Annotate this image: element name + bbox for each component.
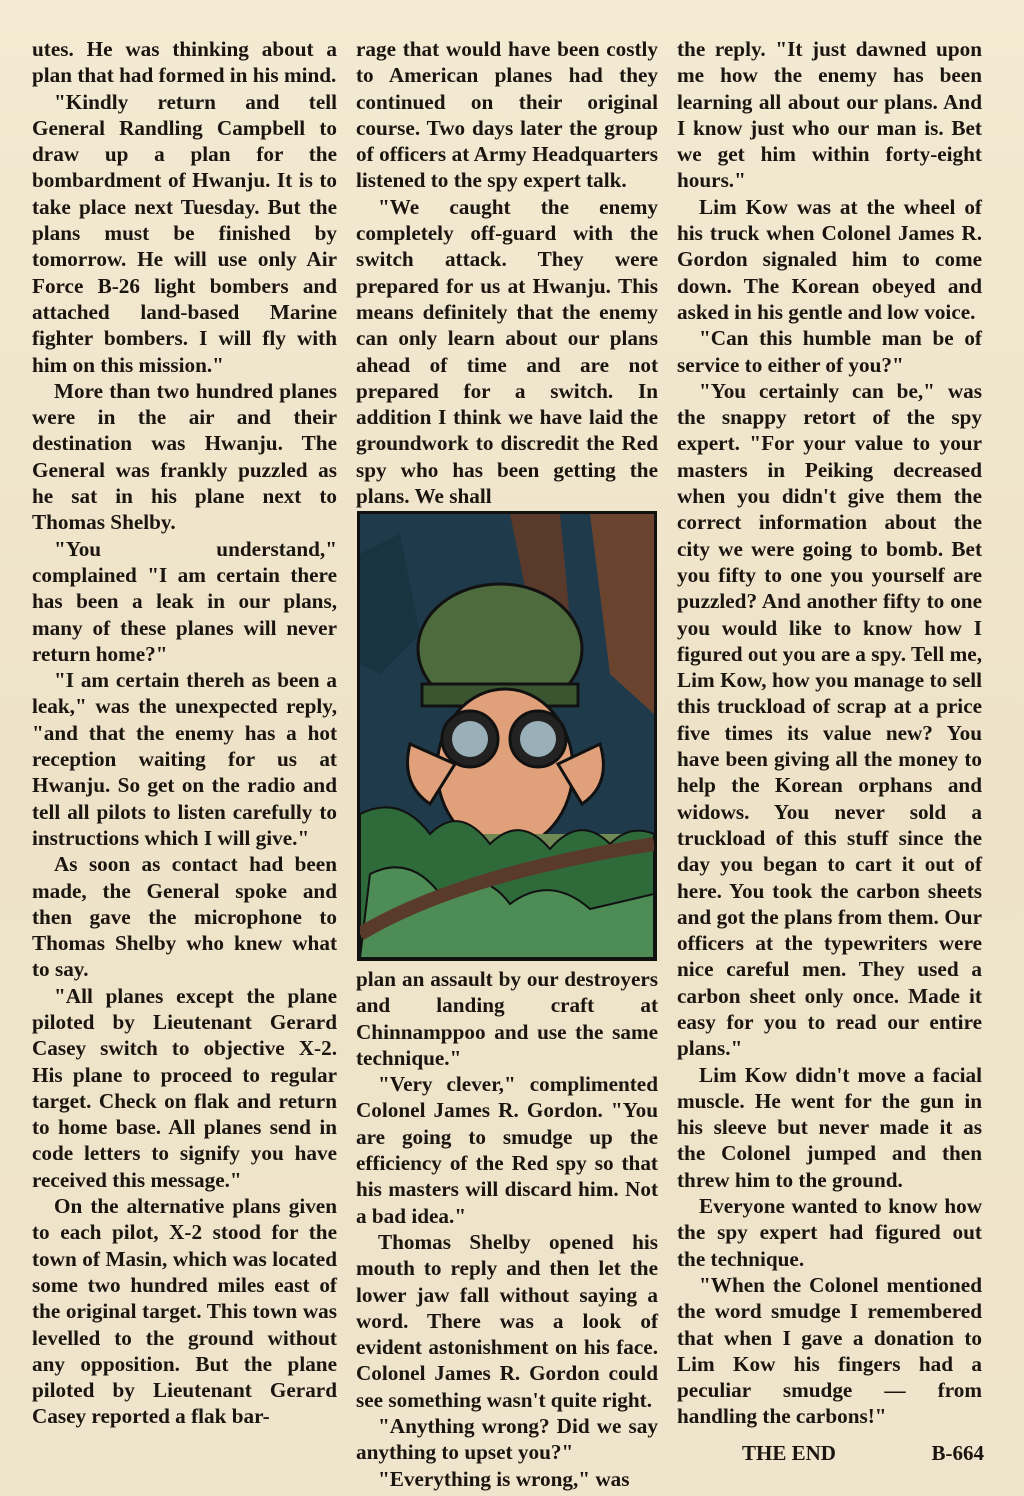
text-column-left — [32, 36, 337, 1430]
soldier-binoculars-illustration — [357, 511, 657, 961]
paragraph: As soon as contact had been made, the General spoke and then gave the microphone to Thomas Shelby who knew what to say. — [32, 852, 337, 982]
text-column-right — [677, 36, 982, 1430]
paragraph: "Very clever," complimented Colonel James R. Gordon. "You are going to smudge up the efficiency of the Red spy so that his masters will discard him. Not a bad idea." — [356, 1072, 658, 1228]
soldier-binoculars-art — [360, 514, 654, 958]
text-column-middle-top — [356, 36, 658, 509]
paragraph: "Kindly return and tell General Randling Campbell to draw up a plan for the bombardment of Hwanju. It is to take place next Tuesday. But the plans must be finished by tomorrow. He will use only Air Force B-26 light bombers and attached land-based Marine fighter bombers. I will fly with him on this mission." — [32, 89, 337, 377]
paragraph: the reply. "It just dawned upon me how the enemy has been learning all about our plans. And I know just who our man is. Bet we get him within forty-eight hours." — [677, 37, 982, 193]
paragraph: "I am certain thereh as been a leak," was the unexpected reply, "and that the enemy has a hot reception waiting for us at Hwanju. So get on the radio and tell all pilots to listen carefully to instructions which I will give." — [32, 668, 337, 850]
paragraph: "All planes except the plane piloted by Lieutenant Gerard Casey switch to objective X-2. His plane to proceed to regular target. Check on flak and return to home base. All planes send in code letters to signify you have received this message." — [32, 983, 337, 1192]
paragraph: utes. He was thinking about a plan that had formed in his mind. — [32, 37, 337, 88]
paragraph: "When the Colonel mentioned the word smudge I remembered that when I gave a donation to Lim Kow his fingers had a peculiar smudge — from handling the carbons!" — [677, 1272, 982, 1429]
paragraph: More than two hundred planes were in the air and their destination was Hwanju. The General was frankly puzzled as he sat in his plane next to Thomas Shelby. — [32, 378, 337, 535]
paragraph: rage that would have been costly to American planes had they continued on their original course. Two days later the group of officers at Army Headquarters listened to the spy expert talk. — [356, 37, 658, 193]
paragraph: "Anything wrong? Did we say anything to upset you?" — [356, 1414, 658, 1465]
paragraph: Everyone wanted to know how the spy expert had figured out the technique. — [677, 1194, 982, 1271]
page-code: B-664 — [931, 1441, 984, 1465]
paragraph: Thomas Shelby opened his mouth to reply and then let the lower jaw fall without saying a word. There was a look of evident astonishment on his face. Colonel James R. Gordon could see something wasn't quite right. — [356, 1229, 658, 1412]
text-column-middle-bottom — [356, 966, 658, 1492]
paragraph: Lim Kow didn't move a facial muscle. He went for the gun in his sleeve but never made it as the Colonel jumped and then threw him to the ground. — [677, 1062, 982, 1192]
paragraph: "Can this humble man be of service to either of you?" — [677, 326, 982, 377]
paragraph: Lim Kow was at the wheel of his truck when Colonel James R. Gordon signaled him to come down. The Korean obeyed and asked in his gentle and low voice. — [677, 194, 982, 324]
story-footer — [742, 1441, 984, 1466]
paragraph: "Everything is wrong," was — [378, 1466, 630, 1491]
paragraph: "We caught the enemy completely off-guard with the switch attack. They were prepared for us at Hwanju. This means definitely that the enemy can only learn about our plans ahead of time and are not prepared for a switch. In addition I think we have laid the groundwork to discredit the Red spy who has been getting the plans. We shall — [356, 194, 658, 509]
paragraph: plan an assault by our destroyers and landing craft at Chinnamppoo and use the same technique." — [356, 967, 658, 1070]
paragraph: "You understand," complained "I am certain there has been a leak in our plans, many of these planes will never return home?" — [32, 536, 337, 666]
paragraph: On the alternative plans given to each pilot, X-2 stood for the town of Masin, which was located some two hundred miles east of the original target. This town was levelled to the ground without any opposition. But the plane piloted by Lieutenant Gerard Casey reported a flak bar- — [32, 1194, 337, 1429]
paragraph: "You certainly can be," was the snappy retort of the spy expert. "For your value to your masters in Peiking decreased when you didn't give them the correct information about the city we were going to bomb. Bet you fifty to one you yourself are puzzled? And another fifty to one you would like to know how I figured out you are a spy. Tell me, Lim Kow, how you manage to sell this truckload of scrap at a price five times its value new? You have been giving all the money to help the Korean orphans and widows. You never sold a truckload of this stuff since the day you began to cart it out of here. You took the carbon sheets and got the plans from them. Our officers at the typewriters were nice careful men. They used a carbon sheet only once. Made it easy for you to read our entire plans." — [677, 378, 982, 1061]
the-end-label: THE END — [742, 1441, 836, 1465]
